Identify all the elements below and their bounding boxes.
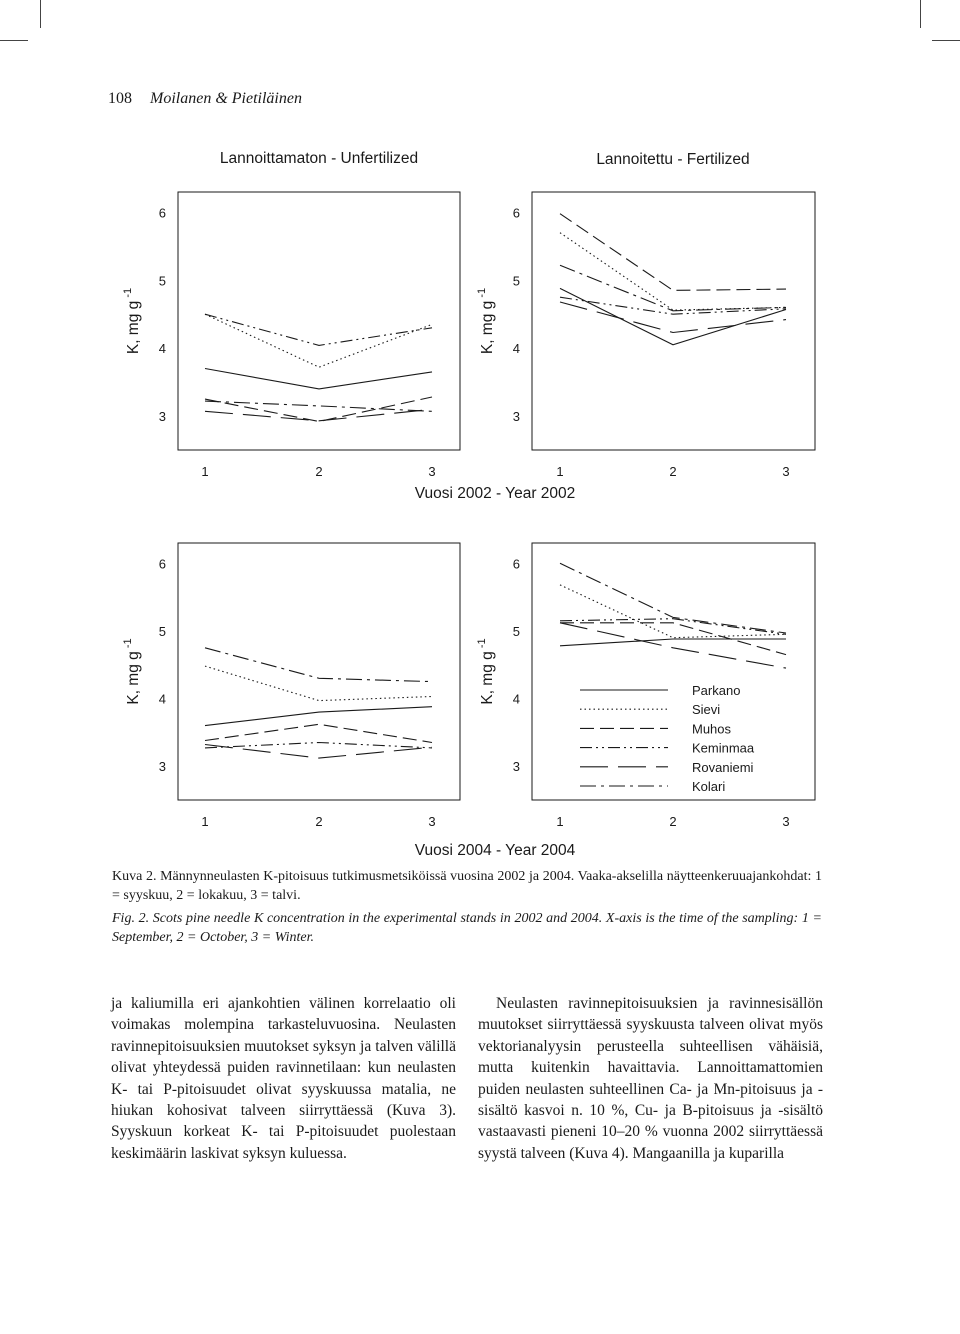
- y-axis-label: [122, 638, 142, 704]
- x-tick-label: 3: [782, 814, 790, 829]
- body-column-left: [111, 993, 456, 1164]
- y-tick-label: 6: [512, 556, 520, 572]
- series-line-parkano: [560, 639, 786, 646]
- y-tick-label: 4: [158, 341, 166, 357]
- series-line-sievi: [560, 585, 786, 638]
- x-tick-label: 3: [428, 464, 436, 479]
- y-tick-label: 5: [512, 273, 520, 289]
- y-axis-label-superscript: -1: [476, 287, 488, 301]
- y-axis-label: [122, 288, 142, 354]
- legend-label-sievi: Sievi: [692, 702, 721, 718]
- body-paragraph-right: Neulasten ravinnepitoisuuksien ja ravinnesisällön muutokset siirryttäessä syyskuusta talveen olivat myös vektorianalyysin perusteella suhteellisen vähäisiä, mutta kuitenkin havaittavia. Lannoittamattomien puiden neulasten suhteellinen Ca- ja Mn-pitoisuus ja -sisältö kasvoi n. 10 %, Cu- ja B-pitoisuus ja -sisältö vastaavasti pieneni 10–20 % vuonna 2002 siirryttäessä syystä talveen (Kuva 4). Mangaanilla ja kuparilla: [478, 995, 823, 1162]
- series-line-muhos: [205, 724, 432, 742]
- series-line-rovaniemi: [205, 409, 432, 421]
- body-column-right: [478, 993, 823, 1164]
- column-title-fertilized: Lannoitettu - Fertilized: [596, 151, 750, 168]
- y-tick-label: 6: [158, 556, 166, 572]
- legend-label-muhos: Muhos: [692, 721, 732, 737]
- series-line-kolari: [560, 265, 786, 311]
- body-paragraph-left: ja kaliumilla eri ajankohtien välinen korrelaatio oli voimakas molempina tarkasteluvuosina. Neulasten ravinnepitoisuuksien muutokset syksyn ja talven välillä olivat yhteydessä puiden ravinnetilaan: kun neulasten K- tai P-pitoisuudet olivat syyskuussa matalia, ne hiukan kohosivat talveen siirryttäessä (Kuva 3). Syyskuun korkeat K- tai P-pitoisuudet puolestaan keskimäärin laskivat syksyn kuluessa.: [111, 995, 456, 1162]
- y-tick-label: 4: [512, 341, 520, 357]
- series-line-muhos: [205, 397, 432, 422]
- y-axis-label-text: K, mg g: [125, 651, 142, 705]
- series-line-keminmaa: [205, 743, 432, 748]
- y-axis-label: [476, 288, 496, 354]
- legend-label-rovaniemi: Rovaniemi: [692, 759, 754, 775]
- year-title-2002: Vuosi 2002 - Year 2002: [414, 485, 576, 502]
- caption-finnish: Kuva 2. Männynneulasten K-pitoisuus tutkimusmetsiköissä vuosina 2002 ja 2004. Vaaka-akselilla näytteenkeruuajankohdat: 1 = syyskuu, 2 = lokakuu, 3 = talvi.: [112, 869, 822, 903]
- x-tick-label: 2: [669, 814, 677, 829]
- series-line-rovaniemi: [560, 623, 786, 668]
- series-line-parkano: [205, 369, 432, 389]
- series-line-kolari: [205, 401, 432, 411]
- y-axis-label-superscript: -1: [122, 287, 134, 301]
- y-axis-label-text: K, mg g: [479, 651, 496, 705]
- y-tick-label: 6: [512, 205, 520, 221]
- y-axis-label-text: K, mg g: [479, 300, 496, 355]
- x-tick-label: 1: [556, 814, 564, 829]
- x-tick-label: 1: [201, 464, 209, 479]
- legend-label-keminmaa: Keminmaa: [692, 740, 755, 756]
- legend-label-kolari: Kolari: [692, 779, 726, 794]
- series-line-sievi: [205, 666, 432, 701]
- y-axis-label-superscript: -1: [122, 638, 134, 652]
- plot-frame: [532, 543, 815, 800]
- series-line-parkano: [560, 288, 786, 344]
- series-line-kolari: [205, 648, 432, 682]
- series-line-sievi: [205, 314, 432, 367]
- y-tick-label: 5: [158, 623, 166, 639]
- y-tick-label: 3: [158, 409, 166, 425]
- x-tick-label: 2: [315, 464, 323, 479]
- legend-label-parkano: Parkano: [692, 683, 741, 698]
- series-line-sievi: [560, 233, 786, 310]
- year-title-2004: Vuosi 2004 - Year 2004: [414, 842, 576, 859]
- page-number: 108: [108, 90, 132, 107]
- x-tick-label: 1: [201, 814, 209, 829]
- y-tick-label: 3: [158, 759, 166, 775]
- y-tick-label: 6: [158, 205, 166, 221]
- series-line-keminmaa: [560, 619, 786, 635]
- column-title-unfertilized: Lannoittamaton - Unfertilized: [219, 150, 419, 167]
- y-tick-label: 5: [512, 623, 520, 639]
- x-tick-label: 2: [315, 814, 323, 829]
- x-tick-label: 3: [428, 814, 436, 829]
- y-axis-label-superscript: -1: [476, 638, 488, 652]
- y-tick-label: 3: [512, 409, 520, 425]
- y-tick-label: 4: [158, 691, 166, 707]
- running-title: Moilanen & Pietiläinen: [150, 90, 302, 107]
- series-line-parkano: [205, 707, 432, 726]
- plot-frame: [178, 543, 460, 800]
- y-axis-label: [476, 638, 496, 704]
- y-tick-label: 5: [158, 273, 166, 289]
- x-tick-label: 1: [556, 464, 564, 479]
- series-line-rovaniemi: [560, 302, 786, 333]
- y-axis-label-text: K, mg g: [125, 300, 142, 355]
- y-tick-label: 3: [512, 759, 520, 775]
- x-tick-label: 3: [782, 464, 790, 479]
- y-tick-label: 4: [512, 691, 520, 707]
- caption-english: Fig. 2. Scots pine needle K concentration in the experimental stands in 2002 and 2004. X-axis is the time of the sampling: 1 = September, 2 = October, 3 = Winter.: [112, 911, 822, 945]
- x-tick-label: 2: [669, 464, 677, 479]
